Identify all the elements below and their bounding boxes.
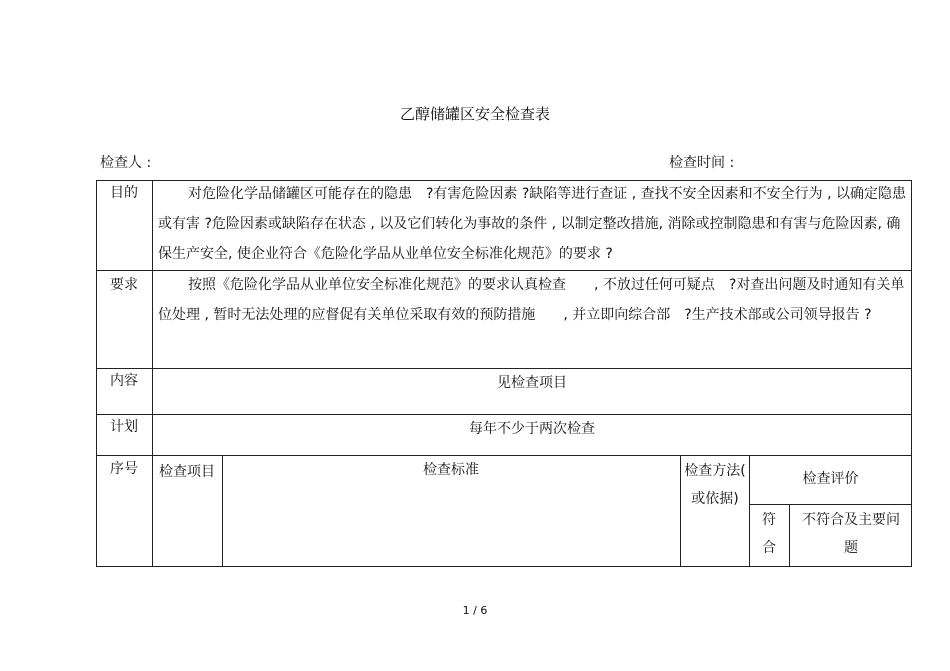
requirement-text: 按照《危险化学品从业单位安全标准化规范》的要求认真检查 , 不放过任何可疑点 ?对查出问题及时通知有关单位处理 , 暂时无法处理的应督促有关单位采取有效的预防措施 , 并立即向综合部 ?生产技术部或公司领导报告 ? (158, 277, 905, 323)
purpose-text: 对危险化学品储罐区可能存在的隐患 ?有害危险因素 ?缺陷等进行查证 , 查找不安全因素和不安全行为 , 以确定隐患或有害 ?危险因素或缺陷存在状态 , 以及它们转化为事故的条件 , 以制定整改措施, 消除或控制隐患和有害与危险因素, 确保生产安全, 使企业符合《危险化学品从业单位安全标准化规范》的要求 ? (158, 186, 907, 262)
standard-header: 检查标准 (423, 462, 479, 478)
evaluation-header: 检查评价 (802, 471, 859, 487)
content-text: 见检查项目 (497, 375, 567, 391)
method-header: 检查方法( 或依据) (684, 463, 746, 507)
row-divider (96, 414, 912, 415)
row-divider (96, 455, 912, 456)
conform-header: 符合 (762, 512, 776, 556)
purpose-label: 目的 (110, 185, 138, 201)
inspection-time-label: 检查时间 : (669, 155, 735, 171)
requirement-label: 要求 (110, 277, 138, 293)
seq-header: 序号 (110, 461, 138, 477)
row-divider (96, 368, 912, 369)
plan-text: 每年不少于两次检查 (469, 421, 595, 437)
page-number: 1 / 6 (462, 604, 488, 617)
column-divider (680, 455, 681, 567)
nonconform-header: 不符合及主要问题 (802, 512, 900, 556)
item-header: 检查项目 (159, 464, 215, 480)
plan-label: 计划 (110, 419, 138, 435)
inspector-label: 检查人 : (100, 155, 152, 171)
document-title: 乙醇储罐区安全检查表 (399, 105, 550, 123)
content-label: 内容 (110, 373, 138, 389)
column-divider (789, 504, 790, 567)
eval-subheader-divider (749, 504, 912, 505)
